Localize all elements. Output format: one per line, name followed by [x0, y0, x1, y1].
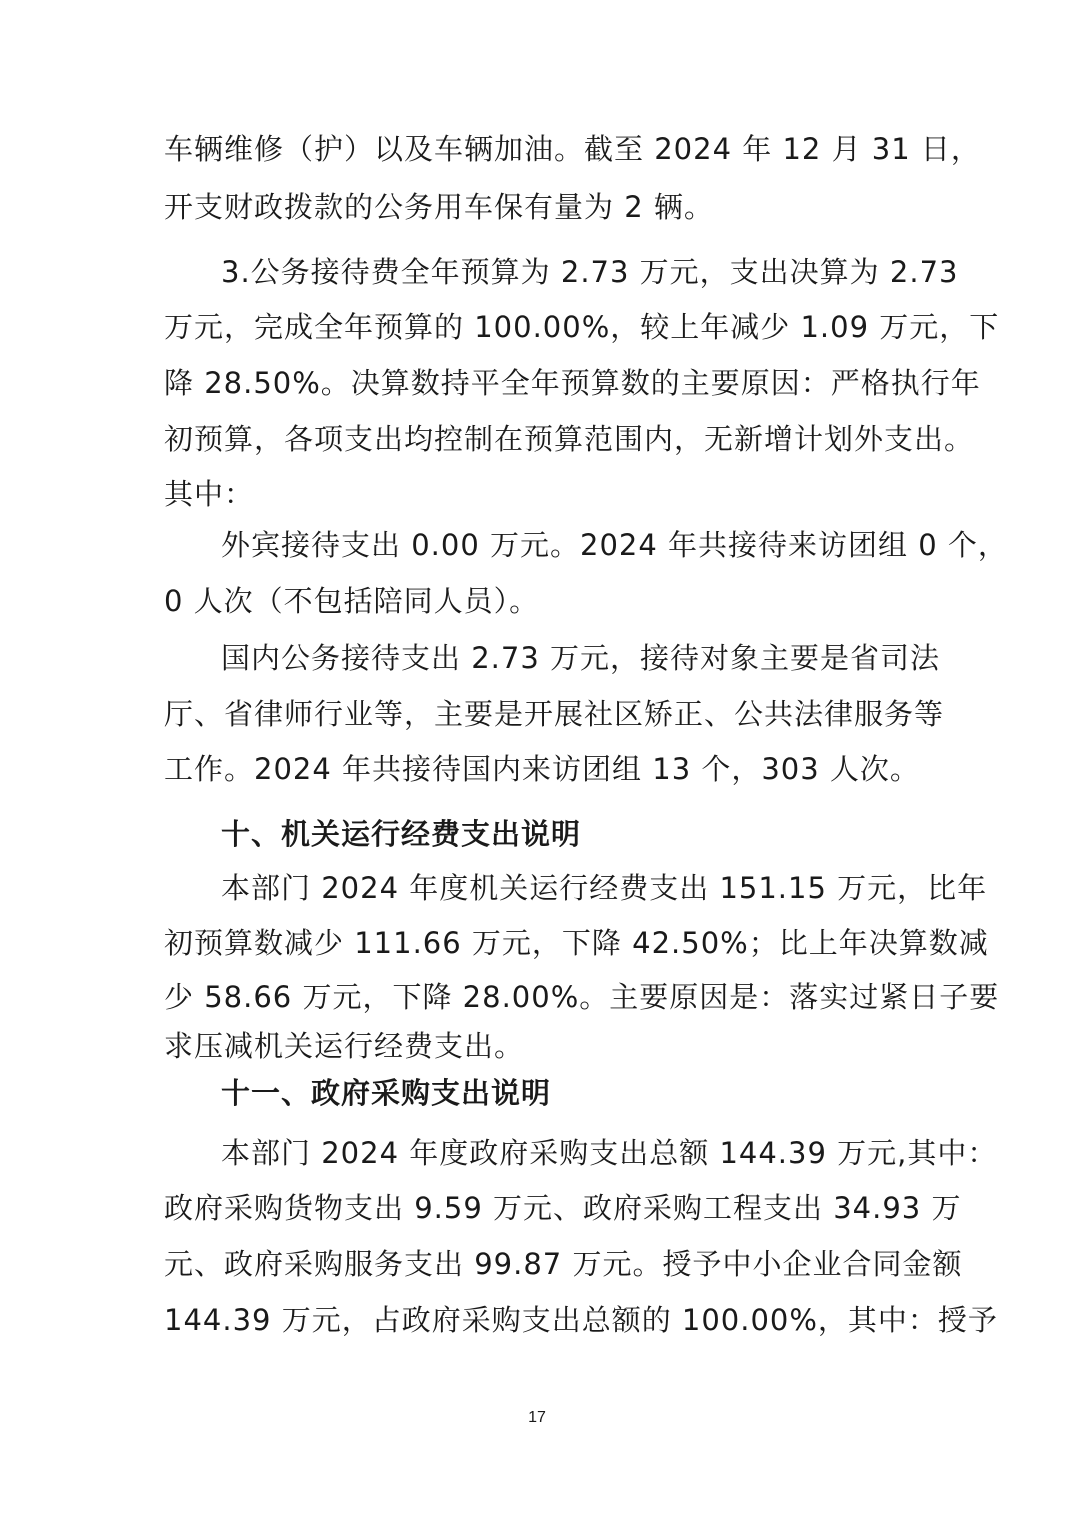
text-line: 144.39 万元，占政府采购支出总额的 100.00%，其中：授予	[164, 1303, 998, 1337]
section-heading: 十一、政府采购支出说明	[221, 1076, 552, 1110]
text-line: 外宾接待支出 0.00 万元。2024 年共接待来访团组 0 个，	[221, 528, 1008, 562]
text-line: 0 人次（不包括陪同人员）。	[164, 584, 540, 618]
text-line: 国内公务接待支出 2.73 万元，接待对象主要是省司法	[221, 641, 941, 675]
page-number: 17	[528, 1409, 546, 1426]
text-line: 万元，完成全年预算的 100.00%，较上年减少 1.09 万元，下	[164, 310, 1000, 344]
text-line: 少 58.66 万元，下降 28.00%。主要原因是：落实过紧日子要	[164, 980, 1000, 1014]
text-line: 开支财政拨款的公务用车保有量为 2 辆。	[164, 190, 714, 224]
text-line: 其中：	[164, 477, 255, 511]
text-line: 本部门 2024 年度机关运行经费支出 151.15 万元，比年	[221, 871, 988, 905]
text-line: 车辆维修（护）以及车辆加油。截至 2024 年 12 月 31 日，	[164, 132, 981, 166]
text-line: 本部门 2024 年度政府采购支出总额 144.39 万元,其中：	[221, 1136, 998, 1170]
section-heading: 十、机关运行经费支出说明	[221, 817, 582, 851]
text-line: 厅、省律师行业等，主要是开展社区矫正、公共法律服务等	[164, 697, 945, 731]
text-line: 降 28.50%。决算数持平全年预算数的主要原因：严格执行年	[164, 366, 981, 400]
text-line: 初预算，各项支出均控制在预算范围内，无新增计划外支出。	[164, 422, 975, 456]
text-line: 求压减机关运行经费支出。	[164, 1029, 525, 1063]
text-line: 3.公务接待费全年预算为 2.73 万元，支出决算为 2.73	[221, 255, 959, 289]
text-line: 工作。2024 年共接待国内来访团组 13 个，303 人次。	[164, 752, 920, 786]
text-line: 政府采购货物支出 9.59 万元、政府采购工程支出 34.93 万	[164, 1191, 962, 1225]
text-line: 初预算数减少 111.66 万元，下降 42.50%；比上年决算数减	[164, 926, 989, 960]
text-line: 元、政府采购服务支出 99.87 万元。授予中小企业合同金额	[164, 1247, 963, 1281]
